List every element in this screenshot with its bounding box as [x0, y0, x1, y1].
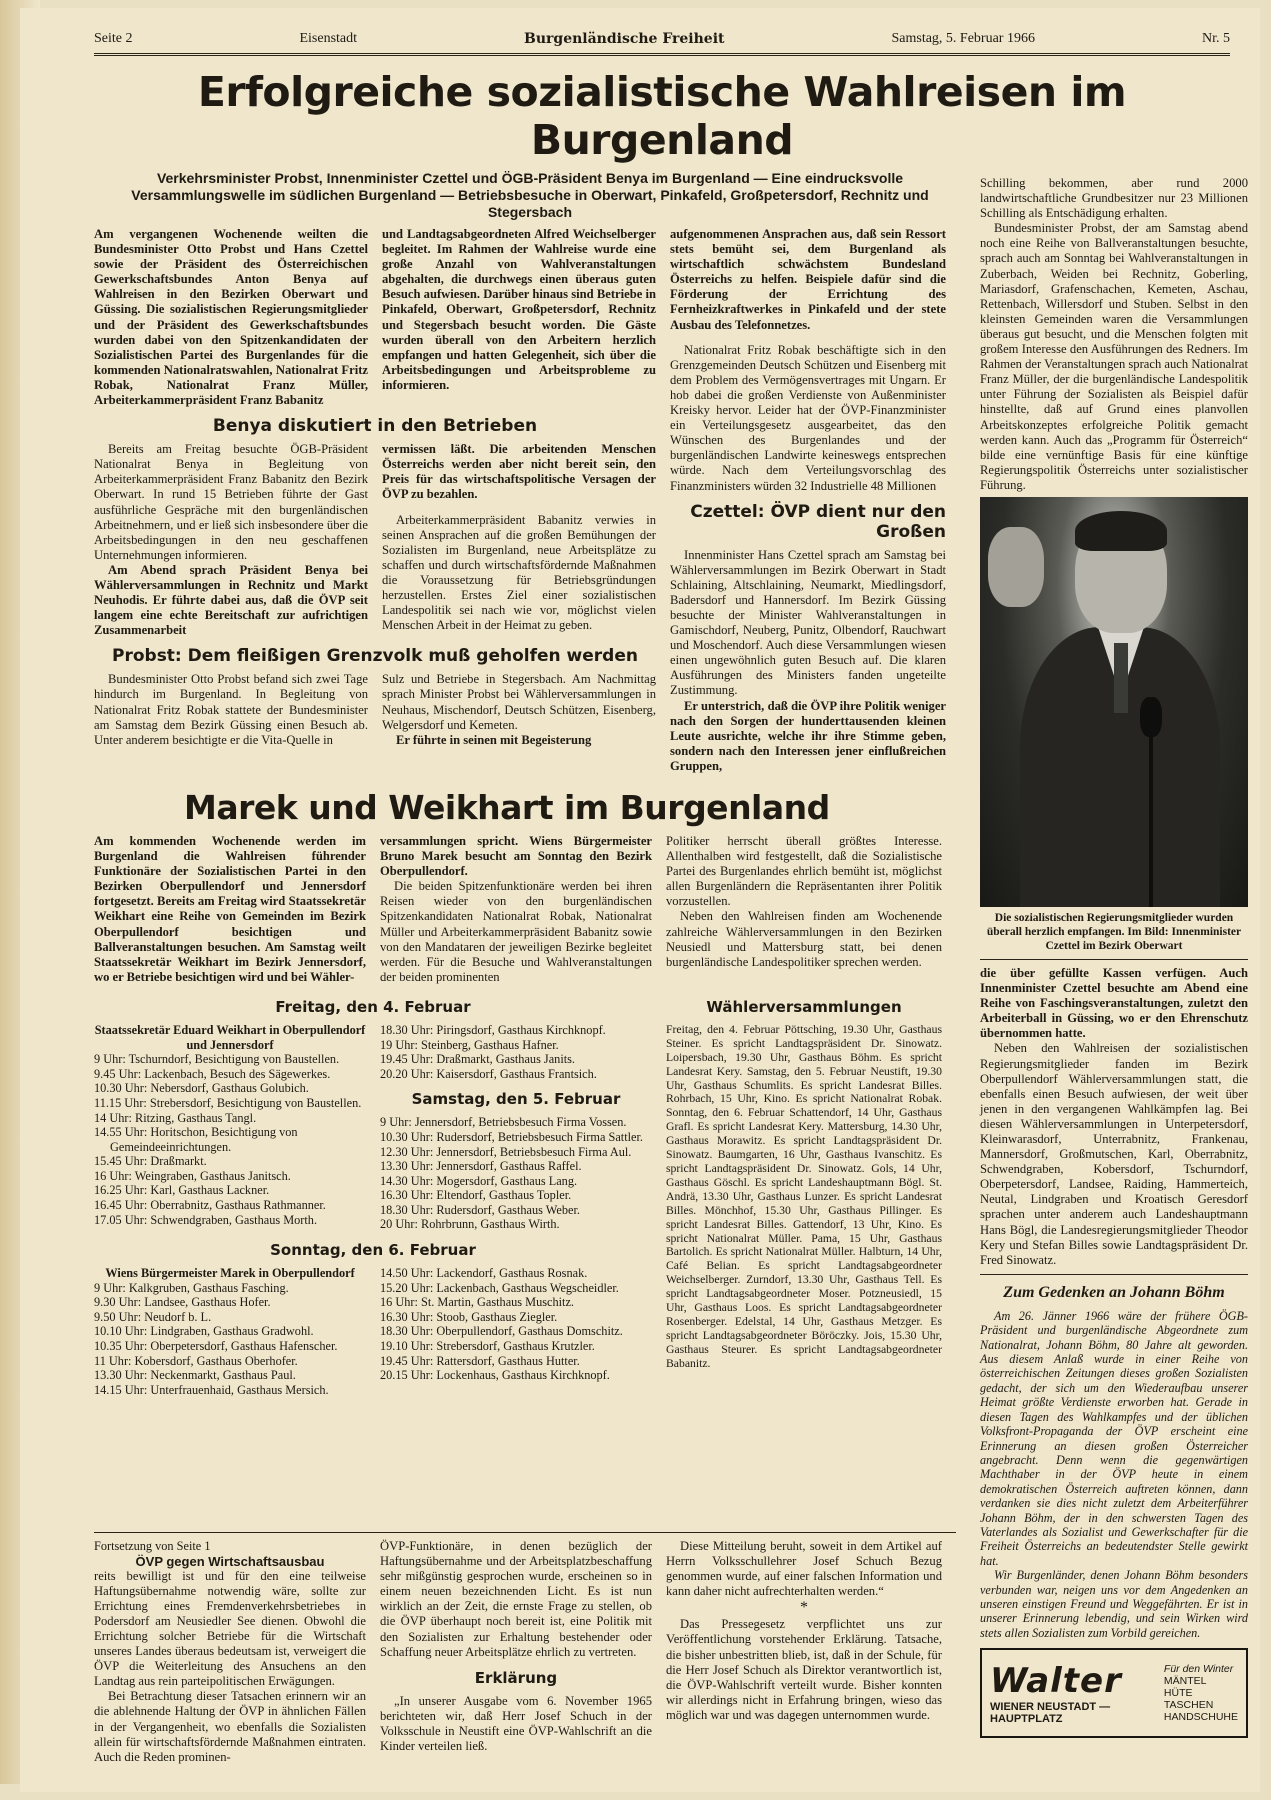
schedule-entry: 14.15 Uhr: Unterfrauenhaid, Gasthaus Mersich. — [94, 1382, 329, 1397]
erklaerung-text: „In unserer Ausgabe vom 6. November 1965 berichteten wir, daß Herr Josef Schuch in der Volksschule in Neustift eine ÖVP-Wahlschrift an die Kinder verteilen ließ. — [380, 1693, 652, 1754]
wv-text: Freitag, den 4. Februar Pöttsching, 19.30 Uhr, Gasthaus Steiner. Es spricht Landtagspräsident Dr. Sinowatz. Loipersbach, 19.30 Uhr, Gasthaus Böhm. Es spricht Landesrat Kery. Samstag, den 5. Februar Neustift, 19.30 Uhr, Gasthaus Schumlits. Es spricht Landesrat Billes. Rohrbach, 15 Uhr, Kino. Es spricht Nationalrat Robak. Sonntag, den 6. Februar Schattendorf, 14 Uhr, Gasthaus Grafl. Es spricht Landesrat Kery. Mattersburg, 14.30 Uhr, Gasthaus Morawitz. Es spricht Landtagspräsident Dr. Sinowatz. Baumgarten, 16 Uhr, Gasthaus Ivanschitz. Es spricht Landtagspräsident Dr. Sinowatz. Gols, 14 Uhr, Gasthaus Göschl. Es spricht Landeshauptmann Bögl. St. Andrä, 13.30 Uhr, Gasthaus Lunzer. Es spricht Landesrat Billes. Mönchhof, 15.30 Uhr, Gasthaus Pillinger. Es spricht Landesrat Billes. Gattendorf, 13 Uhr, Kino. Es spricht Nationalrat Müller. Pama, 15 Uhr, Gasthaus Bartolich. Es spricht Nationalrat Müller. Halbturn, 14 Uhr, Café Belian. Es spricht Landtagsabgeordneter Weichselberger. Zurndorf, 13.30 Uhr, Gasthaus Tell. Es spricht Landtagsabgeordneter Moser. Potzneusiedl, 15 Uhr, Gasthaus Loos. Es spricht Landtagsabgeordneter Rosenberger. Edelstal, 14 Uhr, Gasthaus Metzger. Es spricht Landtagsabgeordneter Böröczky. Jois, 15.30 Uhr, Gasthaus Steurer. Es spricht Landtagsabgeordneter Babanitz. — [666, 1022, 942, 1370]
subhead-probst: Probst: Dem fleißigen Grenzvolk muß geholfen werden — [112, 646, 638, 667]
bottom-title: ÖVP gegen Wirtschaftsausbau — [135, 1553, 325, 1569]
col4-text-2: Bundesminister Probst, der am Samstag abend noch eine Reihe von Ballveranstaltungen besuchte, sprach auch am Sonntag bei Wahlveranstaltungen in Zuberbach, Weiden bei Rechnitz, Goberling, Mariasdorf, Grafenschachen, Kemeten, Aschau, Rettenbach, Willersdorf und Stuben. Selbst in den kleinsten Gemeinden waren die Versammlungen überaus gut besucht, und die Menschen folgten mit großem Interesse den Ausführungen des Redners. Im Rahmen der Veranstaltungen sprach auch Nationalrat Franz Müller, der die burgenländische Landespolitik unter Führung der Sozialisten als Beispiel dafür hinstellte, daß auf Grund eines planvollen Arbeitskonzeptes erfolgreiche Politik gemacht werden kann. Auch das „Programm für Österreich“ bilde eine vernünftige Basis für eine künftige Regierungspolitik Österreichs unter sozialistischer Führung. — [980, 221, 1248, 492]
friday-title: Freitag, den 4. Februar — [275, 997, 471, 1016]
probst-text-1: Bundesminister Otto Probst befand sich zwei Tage hindurch im Burgenland. In Begleitung von Nationalrat Fritz Robak stattete der Bundesminister am Samstag dem Bezirk Güssing einen Besuch ab. Unter anderem besichtigte er die Vita-Quelle in — [94, 672, 368, 747]
marek-headline: Marek und Weikhart im Burgenland — [184, 788, 830, 827]
bottom-section — [94, 1532, 956, 1765]
schedule-entry: 14 Uhr: Ritzing, Gasthaus Tangl. — [94, 1110, 257, 1125]
marek-text-2: versammlungen spricht. Wiens Bürgermeister Bruno Marek besucht am Sonntag den Bezirk Oberpullendorf. — [380, 834, 652, 879]
col4-text-1: Schilling bekommen, aber rund 2000 landwirtschaftliche Grundbesitzer nur 23 Millionen Schilling als Entschädigung erhalten. — [980, 176, 1248, 221]
marek-text-4: Politiker herrscht überall größtes Interesse. Allenthalben wird festgestellt, daß die Sozialistische Partei des Burgenlandes ehrlich bemüht ist, möglichst allen Burgenländern die Repräsentanten ihrer Politik vorzustellen. — [666, 834, 942, 909]
erklaerung-title: Erklärung — [474, 1668, 558, 1687]
photo-caption: Die sozialistischen Regierungsmitglieder wurden überall herzlich empfangen. Im Bild: Innenminister Czettel im Bezirk Oberwart — [986, 911, 1242, 952]
czettel-text-3: die über gefüllte Kassen verfügen. Auch Innenminister Czettel besuchte am Abend eine Reihe von Faschingsveranstaltungen, zuletzt den Arbeiterball in Güssing, wo er den Ehrenschutz übernommen hatte. — [980, 965, 1248, 1041]
czettel-text-1: Innenminister Hans Czettel sprach am Samstag bei Wählerversammlungen im Bezirk Oberwart in Stadt Schlaining, Altschlaining, Neumarkt, Miedlingsdorf, Badersdorf und Hannersdorf. Im Bezirk Güssing besuchte der Minister Wahlveranstaltungen in Gamischdorf, Neuberg, Punitz, Olbendorf, Rauchwart und Moschendorf. Auch diese Versammlungen wiesen einen ungewöhnlich guten Besuch auf. Die klaren Ausführungen des Ministers fanden ungeteilte Zustimmung. — [670, 547, 946, 698]
czettel-text-4: Neben den Wahlreisen der sozialistischen Regierungsmitglieder fanden im Bezirk Oberpullendorf Wählerversammlungen statt, die ebenfalls einen Besuch aufwiesen, der weit über jenen in den vergangenen Wahlkämpfen lag. Bei diesen Wählerversammlungen in Unterpetersdorf, Kleinwarasdorf, Unterrabnitz, Frankenau, Mannersdorf, Großmutschen, Karl, Oberrabnitz, Schwendgraben, Kobersdorf, Tschurndorf, Oberpetersdorf, Landsee, Raiding, Hammerteich, Neutal, Lindgraben und Kroatisch Geresdorf sprachen unter anderem auch Landeshauptmann Hans Bögl, die Landesregierungsmitglieder Theodor Kery und Stefan Billes sowie Landtagspräsident Dr. Fred Sinowatz. — [980, 1041, 1248, 1267]
newspaper-page — [20, 8, 1260, 1792]
right-column — [980, 58, 1248, 1738]
benya-text-1: Bereits am Freitag besuchte ÖGB-Präsident Nationalrat Benya in Begleitung von Arbeiterkammerpräsident Franz Babanitz den Bezirk Oberwart. In rund 15 Betrieben führte der Gast ausführliche Gespräche mit den burgenländischen Arbeitnehmern, und er ließ sich insbesondere über die Arbeitsbedingungen in den neu geschaffenen Unternehmungen informieren. — [94, 442, 368, 562]
schedule-entry: 20.15 Uhr: Lockenhaus, Gasthaus Kirchknopf. — [380, 1368, 610, 1383]
bottom-text-5: Das Pressegesetz verpflichtet uns zur Veröffentlichung vorstehender Erklärung. Tatsache, die bisher unbestritten blieb, ist, daß in der Schule, für die Herr Josef Schuch als Direktor verantwortlich ist, die ÖVP-Wahlschrift verteilt wurde. Bisher konnten wir allerdings nicht in Erfahrung bringen, wieso das möglich war und was dagegen unternommen wurde. — [666, 1617, 942, 1722]
probst-text-2: Sulz und Betriebe in Stegersbach. Am Nachmittag sprach Minister Probst bei Wählerversammlungen in Neuhaus, Mischendorf, Deutsch Schützen, Eisenberg, Welgersdorf und Kemeten. — [382, 672, 656, 732]
subhead-czettel: Czettel: ÖVP dient nur den Großen — [690, 501, 946, 542]
col3-text-2: Nationalrat Fritz Robak beschäftigte sich in den Grenzgemeinden Deutsch Schützen und Eisenberg mit dem Problem des Vermögensvertrages mit Ungarn. Er hob dabei die großen Verdienste von Außenminister Kreisky hervor. Leider hat der ÖVP-Finanzminister ein Verteilungsgesetz ausgearbeitet, das den Wünschen des Burgenlandes und der burgenländischen Landwirte keineswegs entsprechen würde. Nach dem Verteilungsvorschlag des Finanzministers würden 32 Industrielle 48 Millionen — [670, 342, 946, 493]
schedule-entry: 18.30 Uhr: Oberpullendorf, Gasthaus Domschitz. — [380, 1324, 623, 1339]
schedule-entry: 13.30 Uhr: Neckenmarkt, Gasthaus Paul. — [94, 1368, 296, 1383]
marek-text-3: Die beiden Spitzenfunktionäre werden bei ihren Reisen wieder von den burgenländischen Spitzenkandidaten Nationalrat Robak, Nationalrat Müller und Arbeiterkammerpräsident Babanitz sowie von den Mandataren der jeweiligen Bezirke begleitet werden. Für die Besuche und Wahlveranstaltungen der beiden prominenten — [380, 879, 652, 984]
paper-name: Burgenländische Freiheit — [524, 30, 725, 47]
schedule-entry: 14.55 Uhr: Horitschon, Besichtigung von Gemeindeeinrichtungen. — [94, 1125, 298, 1154]
main-intro: Verkehrsminister Probst, Innenminister Czettel und ÖGB-Präsident Benya im Burgenland — Eine eindrucksvolle Versammlungswelle im südlichen Burgenland — Betriebsbesuche in Oberwart, Pinkafeld, Großpetersdorf, Rechnitz und Stegersbach — [131, 170, 929, 220]
schedule-entry: 18.30 Uhr: Piringsdorf, Gasthaus Kirchknopf. — [380, 1022, 606, 1037]
schedule-entry: 10.10 Uhr: Lindgraben, Gasthaus Gradwohl. — [94, 1324, 314, 1339]
marek-text-5: Neben den Wahlreisen finden am Wochenende zahlreiche Wählerversammlungen in den Bezirken Neusiedl und Mattersburg statt, bei denen burgenländische Landespolitiker sprechen werden. — [666, 909, 942, 969]
schedule-entry: 14.50 Uhr: Lackendorf, Gasthaus Rosnak. — [380, 1266, 588, 1281]
friday-person: Staatssekretär Eduard Weikhart in Oberpullendorf und Jennersdorf — [94, 1022, 366, 1052]
schedule-entry: 19.45 Uhr: Rattersdorf, Gasthaus Hutter. — [380, 1353, 580, 1368]
sunday-person: Wiens Bürgermeister Marek in Oberpullendorf — [105, 1266, 355, 1281]
memorial-text-1: Am 26. Jänner 1966 wäre der frühere ÖGB-Präsident und burgenländische Abgeordnete zum Nationalrat, Johann Böhm, 80 Jahre alt geworden. Aus diesem Anlaß wurde in einer Reihe von österreichischen Zeitungen dieses großen Sozialisten gedacht, der sich um den Wiederaufbau unserer Heimat größte Verdienste erworben hat. Gerade in diesen Tagen des Wahlkampfes und der üblichen Volksfront-Propaganda der ÖVP erscheint eine Erinnerung an diesen großen Österreicher angebracht. Denn wenn die gegenwärtigen Machthaber in der ÖVP heute in einem demokratischen Österreich auftreten können, dann verdanken sie dies nicht zuletzt dem Arbeiterführer Johann Böhm, der in den schwersten Tagen des Vaterlandes als Sozialist und Gewerkschafter für die Freiheit Österreichs an bedeutendster Stelle gewirkt hat. — [980, 1308, 1248, 1568]
issue-number: Nr. 5 — [1201, 30, 1230, 46]
ad-for-winter: Für den Winter — [1163, 1663, 1234, 1676]
schedule-entry: 9 Uhr: Tschurndorf, Besichtigung von Baustellen. — [94, 1052, 340, 1067]
page-number: Seite 2 — [94, 30, 133, 46]
walter-address: WIENER NEUSTADT — HAUPTPLATZ — [990, 1701, 1111, 1726]
memorial-text-2: Wir Burgenländer, denen Johann Böhm besonders verbunden war, neigen uns vor dem Angedenken an unseren einstigen Freund und Weggefährten. Er ist in unserer Erinnerung lebendig, und sein Wirken wird stets allen Sozialisten zum Vorbild gereichen. — [980, 1568, 1248, 1640]
ad-item: TASCHEN — [1163, 1699, 1214, 1712]
sunday-title: Sonntag, den 6. Februar — [270, 1241, 476, 1260]
schedule-entry: 20 Uhr: Rohrbrunn, Gasthaus Wirth. — [380, 1217, 560, 1232]
ad-item: HANDSCHUHE — [1163, 1711, 1238, 1724]
schedule-entry: 10.35 Uhr: Oberpetersdorf, Gasthaus Hafenscher. — [94, 1339, 338, 1354]
schedule-entry: 15.20 Uhr: Lackenbach, Gasthaus Wegscheidler. — [380, 1280, 619, 1295]
schedule-entry: 11 Uhr: Kobersdorf, Gasthaus Oberhofer. — [94, 1353, 298, 1368]
bottom-text-3: ÖVP-Funktionäre, in denen bezüglich der Haftungsübernahme und der Arbeitsplatzbeschaffung sehr mißgünstig gesprochen wurde, erscheinen so in einem neuen bezeichnenden Licht. Es ist nun wirklich an der Zeit, die ernste Frage zu stellen, ob die ÖVP überhaupt noch bereit ist, eine Politik mit den Sozialisten zur Erhaltung bestehender oder Schaffung neuer Arbeitsplätze ehrlich zu vertreten. — [380, 1539, 652, 1659]
marek-text-1: Am kommenden Wochenende werden im Burgenland die Wahlreisen führender Funktionäre der Sozialistischen Partei in den Bezirken Oberpullendorf und Jennersdorf fortgesetzt. Bereits am Freitag wird Staatssekretär Weikhart eine Reihe von Gemeinden im Bezirk Oberpullendorf besichtigen und Ballveranstaltungen besuchen. Am Samstag weilt Staatssekretär Weikhart im Bezirk Jennersdorf, wo er Betriebe besichtigen wird und bei Wähler- — [94, 834, 366, 984]
schedule-entry: 10.30 Uhr: Nebersdorf, Gasthaus Golubich. — [94, 1081, 309, 1096]
schedule-entry: 9 Uhr: Jennersdorf, Betriebsbesuch Firma Vossen. — [380, 1115, 627, 1130]
schedule-entry: 16 Uhr: Weingraben, Gasthaus Janitsch. — [94, 1168, 291, 1183]
schedule-entry: 10.30 Uhr: Rudersdorf, Betriebsbesuch Firma Sattler. — [380, 1129, 643, 1144]
schedule-entry: 16.30 Uhr: Eltendorf, Gasthaus Topler. — [380, 1188, 572, 1203]
schedule-entry: 19.45 Uhr: Draßmarkt, Gasthaus Janits. — [380, 1052, 576, 1067]
place: Eisenstadt — [299, 30, 358, 46]
schedule-entry: 16 Uhr: St. Martin, Gasthaus Muschitz. — [380, 1295, 575, 1310]
subhead-benya: Benya diskutiert in den Betrieben — [212, 416, 538, 437]
schedule-entry: 13.30 Uhr: Jennersdorf, Gasthaus Raffel. — [380, 1159, 582, 1174]
probst-text-3: Er führte in seinen mit Begeisterung — [396, 732, 592, 747]
schedule-entry: 17.05 Uhr: Schwendgraben, Gasthaus Morth. — [94, 1212, 318, 1227]
schedule-entry: 16.45 Uhr: Oberrabnitz, Gasthaus Rathmanner. — [94, 1198, 326, 1213]
continuation-note: Fortsetzung von Seite 1 — [94, 1539, 211, 1553]
wv-title: Wählerversammlungen — [706, 997, 902, 1016]
walter-advert — [980, 1648, 1248, 1738]
benya-text-2: Am Abend sprach Präsident Benya bei Wählerversammlungen in Rechnitz und Markt Neuhodis. Er führte dabei aus, daß die ÖVP seit langem eine echte Bereitschaft zur aufrichtigen Zusammenarbeit — [94, 562, 368, 638]
benya-text-3: vermissen läßt. Die arbeitenden Menschen Österreichs werden aber nicht bereit sein, den Preis für das wirtschaftspolitische Versagen der ÖVP zu bezahlen. — [382, 442, 656, 502]
ad-item: HÜTE — [1163, 1687, 1193, 1700]
marek-article — [94, 778, 956, 1397]
memorial-title: Zum Gedenken an Johann Böhm — [1003, 1283, 1225, 1301]
issue-date: Samstag, 5. Februar 1966 — [891, 30, 1035, 46]
schedule-entry: 12.30 Uhr: Jennersdorf, Betriebsbesuch Firma Aul. — [380, 1144, 632, 1159]
divider-star: * — [800, 1599, 808, 1617]
bottom-text-4: Diese Mitteilung beruht, soweit in dem Artikel auf Herrn Volksschullehrer Josef Schuch Bezug genommen wurde, auf einer falschen Information und kann daher nicht aufrechterhalten werden.“ — [666, 1539, 942, 1599]
walter-logo: Walter — [990, 1661, 1122, 1702]
page-header — [94, 28, 1230, 56]
schedule-entry: 14.30 Uhr: Mogersdorf, Gasthaus Lang. — [380, 1173, 578, 1188]
ad-item: MÄNTEL — [1163, 1675, 1207, 1688]
schedule-entry: 16.30 Uhr: Stoob, Gasthaus Ziegler. — [380, 1309, 558, 1324]
schedule-entry: 19.10 Uhr: Strebersdorf, Gasthaus Krutzler. — [380, 1339, 595, 1354]
schedule-entry: 16.25 Uhr: Karl, Gasthaus Lackner. — [94, 1183, 270, 1198]
saturday-title: Samstag, den 5. Februar — [411, 1090, 621, 1109]
schedule-entry: 20.20 Uhr: Kaisersdorf, Gasthaus Frantsich. — [380, 1066, 597, 1081]
benya-text-4: Arbeiterkammerpräsident Babanitz verwies in seinen Ansprachen auf die großen Bemühungen der Sozialisten im Burgenland, neue Arbeitsplätze zu schaffen und durch wirtschaftsfördernde Maßnahmen die Voraussetzung für Betriebsgründungen herzustellen. Erstes Ziel einer sozialistischen Landespolitik sei nach wie vor, möglichst vielen Menschen Arbeit in der Heimat zu geben. — [382, 512, 656, 633]
schedule-entry: 15.45 Uhr: Draßmarkt. — [94, 1154, 207, 1169]
schedule-entry: 18.30 Uhr: Rudersdorf, Gasthaus Weber. — [380, 1202, 580, 1217]
col3-text-1: aufgenommenen Ansprachen aus, daß sein Ressort stets bemüht sei, dem Burgenland als wirtschaftlich schwächstem Bundesland Österreichs zu helfen. Beispiele dafür sind die Förderung der Errichtung des Fernheizkraftwerkes in Pinkafeld und der stete Ausbau des Telefonnetzes. — [670, 227, 946, 332]
schedule-entry: 11.15 Uhr: Strebersdorf, Besichtigung von Baustellen. — [94, 1095, 362, 1110]
schedule-entry: 9.30 Uhr: Landsee, Gasthaus Hofer. — [94, 1295, 271, 1310]
bottom-text-2: Bei Betrachtung dieser Tatsachen erinnern wir an die ablehnende Haltung der ÖVP in ähnlichen Fällen in der Vergangenheit, wo ebenfalls die Sozialisten allein für wirtschaftsfördernde Maßnahmen eintraten. Auch die Reden prominen- — [94, 1689, 366, 1764]
main-headline: Erfolgreiche sozialistische Wahlreisen im Burgenland — [197, 68, 1127, 164]
schedule-entry: 9.50 Uhr: Neudorf b. L. — [94, 1309, 212, 1324]
schedule-entry: 9.45 Uhr: Lackenbach, Besuch des Sägewerkes. — [94, 1066, 331, 1081]
lead-col-1: Am vergangenen Wochenende weilten die Bundesminister Otto Probst und Hans Czettel sowie der Präsident des Österreichischen Gewerkschaftsbundes Anton Benya auf Wahlreisen in den Bezirken Oberwart und Güssing. Die sozialistischen Regierungsmitglieder und der Präsident des Gewerkschaftsbundes wurden dabei von den Spitzenkandidaten der Sozialistischen Partei des Burgenlandes für die kommenden Nationalratswahlen, Nationalrat Fritz Robak, Nationalrat Franz Müller, Arbeiterkammerpräsident Franz Babanitz — [94, 227, 368, 408]
czettel-text-2: Er unterstrich, daß die ÖVP ihre Politik weniger nach den Sorgen der hunderttausenden kleinen Leute ausrichte, welche ihr ihre Stimme geben, sondern nach den Interessen jener einflußreichen Gruppen, — [670, 698, 946, 773]
schedule-entry: 9 Uhr: Kalkgruben, Gasthaus Fasching. — [94, 1280, 289, 1295]
bottom-text-1: reits bewilligt ist und für den eine teilweise Haftungsübernahme notwendig wäre, sollte zur Errichtung eines Fremdenverkehrsbetriebes in Podersdorf am Neusiedler See dienen. Obwohl die Errichtung solcher Betriebe für die Wirtschaft unseres Landes überaus bedeutsam ist, verweigert die ÖVP die Weiterleitung des Ansuchens an den Landtag aus rein parteipolitischen Erwägungen. — [94, 1568, 366, 1689]
schedule-entry: 19 Uhr: Steinberg, Gasthaus Hafner. — [380, 1037, 559, 1052]
lead-col-2: und Landtagsabgeordneten Alfred Weichselberger begleitet. Im Rahmen der Wahlreise wurde eine große Anzahl von Wahlveranstaltungen abgehalten, die durchwegs einen überaus guten Besuch aufwiesen. Darüber hinaus sind Betriebe in Pinkafeld, Oberwart, Großpetersdorf, Rechnitz und Stegersbach besucht worden. Die Gäste wurden überall von den Arbeitern herzlich empfangen und hatten Gelegenheit, sich über die Arbeitsbedingungen und Arbeitsprobleme zu informieren. — [382, 227, 656, 392]
czettel-photo — [980, 497, 1248, 907]
